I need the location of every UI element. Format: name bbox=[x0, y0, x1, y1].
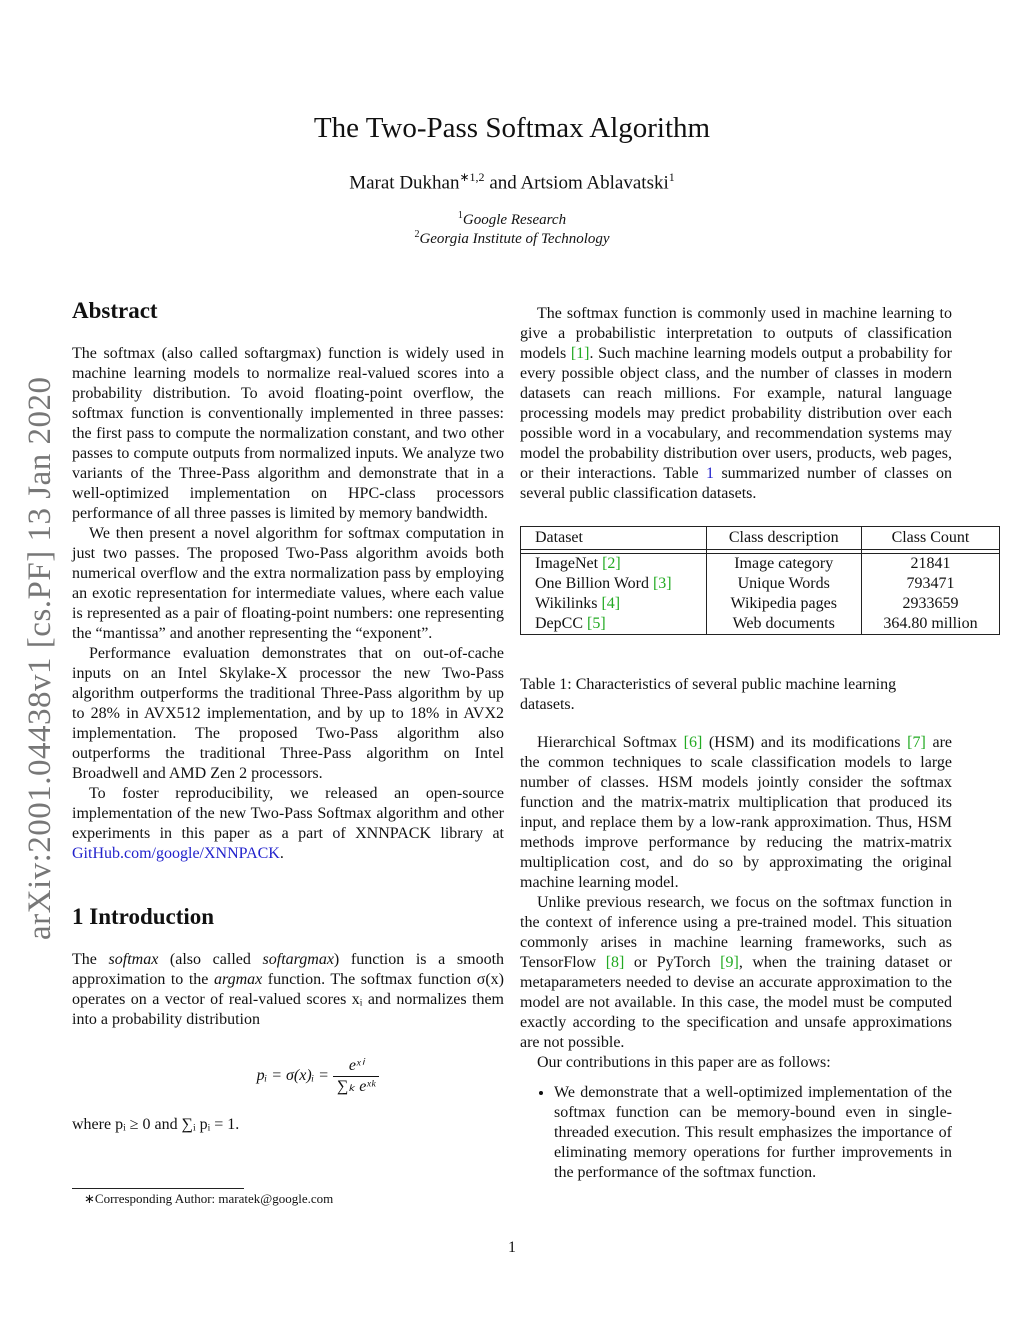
affiliation-2 bbox=[0, 229, 1024, 248]
right-p2-text-c: are the common techniques to scale classification models to large number of classes. HSM models jointly consider the softmax function and the matrix-matrix multiplication that produced its input, and replace them by a low-rank approximation. Thus, HSM methods improve performance by reducing the matrix-matrix multiplication cost, and do so by approximating the original machine learning model. bbox=[520, 734, 952, 891]
right-p2-text-b: (HSM) and its modifications bbox=[702, 734, 908, 751]
datasets-table bbox=[520, 526, 1000, 635]
author-2-marks: 1 bbox=[668, 170, 675, 184]
author-1: Marat Dukhan bbox=[349, 172, 460, 194]
dataset-name: Wikilinks bbox=[535, 595, 602, 612]
table-cell-dataset bbox=[521, 614, 707, 635]
affiliation-1 bbox=[0, 210, 1024, 229]
citation-9[interactable]: [9] bbox=[720, 954, 739, 971]
intro-text-b: (also called bbox=[158, 951, 263, 968]
affiliation-2-mark: 2 bbox=[414, 229, 420, 240]
abstract-paragraph-2: We then present a novel algorithm for softmax computation in just two passes. The proposed Two-Pass algorithm avoids both numerical overflow and the extra normalization pass by employing an exotic representation for intermediate values, where each value is represented as a pair of floating-point numbers: one representing the “mantissa” and another representing the “exponent”. bbox=[72, 525, 504, 642]
right-paragraph-4: Our contributions in this paper are as follows: bbox=[537, 1054, 831, 1071]
equation-condition: where pᵢ ≥ 0 and ∑ᵢ pᵢ = 1. bbox=[72, 1116, 240, 1133]
abstract-paragraph-1: The softmax (also called softargmax) function is widely used in machine learning models to normalize real-valued scores into a probability distribution. To avoid floating-point overflow, the softmax function is conventionally implemented in three passes: the first pass to compute the normalization constant, and two other passes to compute outputs from normalized inputs. We analyze two variants of the Three-Pass algorithm and demonstrate that in a well-optimized implementation on HPC-class processors performance of all three passes is limited by memory bandwidth. bbox=[72, 345, 504, 522]
table-header-dataset: Dataset bbox=[521, 527, 707, 550]
right-p3-text-a: Unlike previous research, we focus on the softmax function in the context of inference using a pre-trained model. This situation commonly arises in machine learning frameworks, such as TensorFlow bbox=[520, 894, 952, 971]
table-header-class-count: Class Count bbox=[861, 527, 999, 550]
table-reference[interactable]: 1 bbox=[706, 465, 715, 482]
equation-numerator: eˣⁱ bbox=[333, 1056, 379, 1077]
intro-term-argmax: argmax bbox=[213, 971, 263, 988]
dataset-name: One Billion Word bbox=[535, 575, 653, 592]
abstract-p4-end: . bbox=[279, 845, 284, 862]
table-row bbox=[521, 554, 1000, 575]
abstract-paragraph-3: Performance evaluation demonstrates that on out-of-cache inputs on an Intel Skylake-X processor the new Two-Pass algorithm outperforms the traditional Three-Pass algorithm by up to 28% in AVX512 implementation, and by up to 18% in AVX2 implementation. The proposed Two-Pass algorithm also outperforms the traditional Three-Pass algorithm on Intel Broadwell and AMD Zen 2 processors. bbox=[72, 645, 504, 782]
affiliation-1-name: Google Research bbox=[462, 212, 567, 228]
intro-text-a: The bbox=[72, 951, 109, 968]
right-column bbox=[520, 304, 978, 1183]
citation-3[interactable]: [3] bbox=[652, 575, 672, 592]
author-conjunction: and bbox=[484, 172, 521, 194]
contributions-list bbox=[520, 1083, 952, 1183]
intro-term-softargmax: softargmax bbox=[262, 951, 334, 968]
citation-5[interactable]: [5] bbox=[587, 615, 606, 632]
softmax-equation bbox=[132, 1056, 504, 1097]
intro-text-c: ) function is a smooth approximation to the bbox=[72, 951, 505, 988]
citation-4[interactable]: [4] bbox=[601, 595, 621, 612]
table-caption: Table 1: Characteristics of several public machine learning datasets. bbox=[520, 676, 897, 713]
right-paragraph-1 bbox=[520, 304, 952, 504]
citation-8[interactable]: [8] bbox=[605, 954, 625, 971]
table-cell-dataset bbox=[521, 554, 707, 575]
right-p3-text-b: or PyTorch bbox=[624, 954, 721, 971]
table-cell-description: Web documents bbox=[706, 614, 861, 635]
intro-text-d: function. The softmax function σ(x) operates on a vector of real-valued scores xᵢ and normalizes them into a probability distribution bbox=[72, 971, 504, 1028]
equation-fraction bbox=[333, 1056, 379, 1097]
intro-term-softmax: softmax bbox=[108, 951, 159, 968]
table-cell-description: Wikipedia pages bbox=[706, 594, 861, 614]
footnote-rule bbox=[72, 1188, 244, 1189]
abstract-p4-text: To foster reproducibility, we released an open-source implementation of the new Two-Pass Softmax algorithm and other experiments in this paper as a part of XNNPACK library at bbox=[72, 785, 504, 842]
right-paragraph-2 bbox=[520, 733, 952, 893]
table-cell-description: Unique Words bbox=[706, 574, 861, 594]
arxiv-identifier: arXiv:2001.04438v1 [cs.PF] 13 Jan 2020 bbox=[22, 376, 58, 940]
right-p1-text-b: . Such machine learning models output a probability for every possible object class, and the number of classes in modern datasets can reach millions. For example, natural language processing models may predict probability distribution over each possible word in a vocabulary, and recommendation systems may model the probability distribution over users, products, web pages, or their interactions. Table bbox=[520, 345, 952, 482]
author-1-marks: ∗1,2 bbox=[459, 170, 485, 184]
right-p1-text-c: summarized number of classes on several public classification datasets. bbox=[520, 465, 953, 502]
right-p3-text-c: , when the training dataset or metaparameters needed to devise an accurate approximation to the model are not available. In this case, the model must be computed exactly according to the specification and unsafe approximations are not possible. bbox=[520, 954, 953, 1051]
introduction-heading: 1 Introduction bbox=[72, 904, 215, 929]
equation-denominator: ∑ₖ eˣᵏ bbox=[336, 1078, 376, 1095]
citation-1[interactable]: [1] bbox=[570, 345, 590, 362]
table-cell-dataset bbox=[521, 594, 707, 614]
github-link[interactable]: GitHub.com/google/XNNPACK bbox=[72, 845, 280, 862]
dataset-name: ImageNet bbox=[535, 555, 603, 572]
right-paragraph-3 bbox=[520, 893, 952, 1053]
table-cell-dataset bbox=[521, 574, 707, 594]
citation-7[interactable]: [7] bbox=[907, 734, 926, 751]
abstract-paragraph-4 bbox=[72, 784, 504, 864]
table-row bbox=[521, 594, 1000, 614]
intro-paragraph-1 bbox=[72, 950, 504, 1030]
citation-2[interactable]: [2] bbox=[602, 555, 621, 572]
affiliation-2-name: Georgia Institute of Technology bbox=[419, 231, 610, 247]
footnote: ∗Corresponding Author: maratek@google.com bbox=[84, 1191, 334, 1206]
author-line bbox=[0, 170, 1024, 194]
right-p2-text-a: Hierarchical Softmax bbox=[537, 734, 684, 751]
abstract-heading: Abstract bbox=[72, 298, 158, 323]
paper-title: The Two-Pass Softmax Algorithm bbox=[313, 112, 711, 144]
list-item: • We demonstrate that a well-optimized implementation of the softmax function can be memory-bound even in single-threaded execution. This result emphasizes the importance of eliminating memory operations for further improvements in the performance of the softmax function. bbox=[554, 1083, 952, 1183]
table-row bbox=[521, 574, 1000, 594]
author-2: Artsiom Ablavatski bbox=[520, 172, 669, 194]
citation-6[interactable]: [6] bbox=[683, 734, 703, 751]
left-column bbox=[72, 296, 504, 1135]
table-cell-count: 2933659 bbox=[861, 594, 999, 614]
page-number: 1 bbox=[508, 1239, 516, 1256]
equation-lhs: pᵢ = σ(x)ᵢ = bbox=[256, 1067, 333, 1085]
table-header-class-description: Class description bbox=[706, 527, 861, 550]
table-cell-description: Image category bbox=[706, 554, 861, 575]
table-cell-count: 793471 bbox=[861, 574, 999, 594]
right-p1-text-a: The softmax function is commonly used in machine learning to give a probabilistic interpretation to outputs of classification models bbox=[520, 305, 952, 362]
table-row bbox=[521, 614, 1000, 635]
table-cell-count: 364.80 million bbox=[861, 614, 999, 635]
dataset-name: DepCC bbox=[535, 615, 587, 632]
table-cell-count: 21841 bbox=[861, 554, 999, 575]
affiliation-1-mark: 1 bbox=[457, 210, 463, 221]
